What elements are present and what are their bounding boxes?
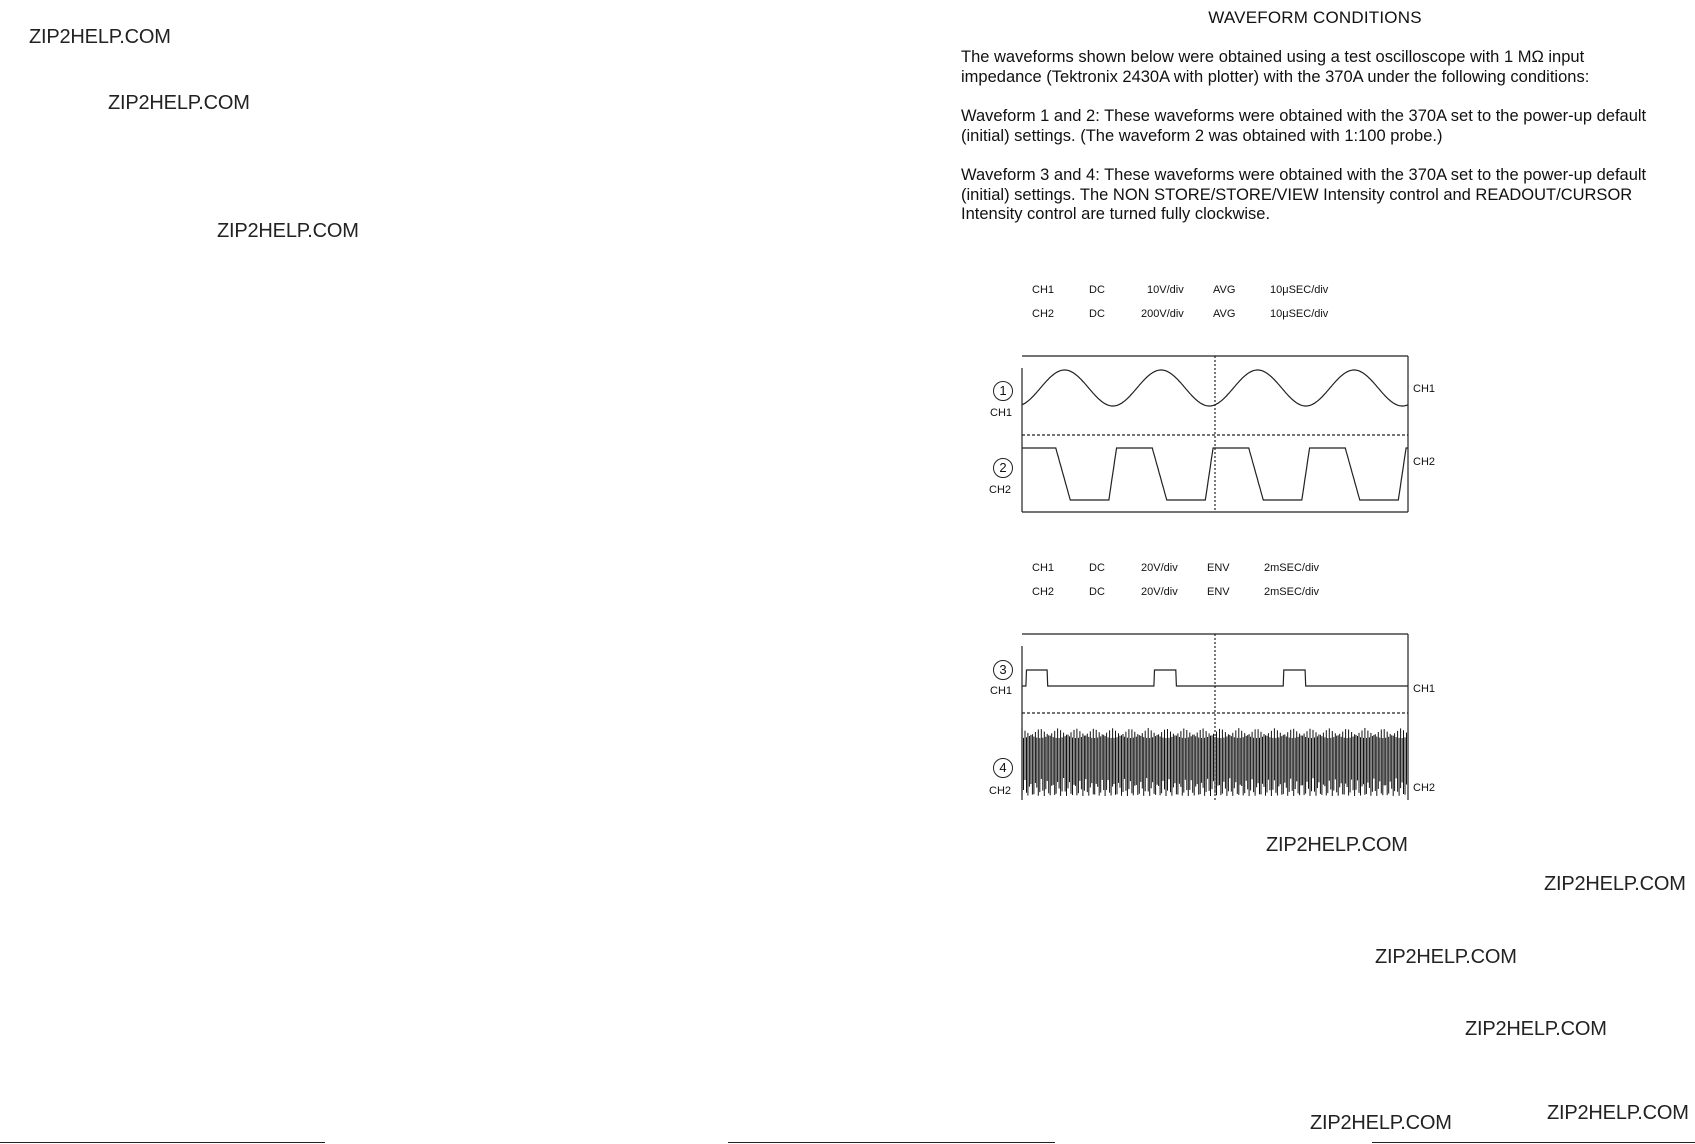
watermark: ZIP2HELP.COM [1310,1112,1452,1134]
settings-cell: 2mSEC/div [1264,562,1320,574]
settings-cell: 20V/div [1141,562,1178,574]
oscilloscope-plot-1 [1020,340,1410,515]
channel-label: CH2 [989,785,1012,797]
settings-cell: DC [1089,284,1105,296]
page-title: WAVEFORM CONDITIONS [1208,8,1422,27]
settings-cell: 10μSEC/div [1270,284,1329,296]
settings-cell: CH1 [1032,284,1055,296]
watermark: ZIP2HELP.COM [1547,1102,1689,1124]
waveform-marker: 1 [993,381,1013,401]
watermark: ZIP2HELP.COM [217,220,359,242]
page-rule [0,1142,325,1143]
page-rule [728,1142,1055,1143]
settings-cell: DC [1089,586,1105,598]
channel-label: CH1 [1413,383,1436,395]
settings-cell: CH2 [1032,586,1055,598]
settings-cell: 200V/div [1141,308,1184,320]
settings-cell: 10V/div [1147,284,1184,296]
waveform-marker: 3 [993,660,1013,680]
watermark: ZIP2HELP.COM [108,92,250,114]
settings-cell: CH2 [1032,308,1055,320]
channel-label: CH2 [989,484,1012,496]
watermark: ZIP2HELP.COM [1375,946,1517,968]
settings-cell: ENV [1207,562,1230,574]
settings-cell: 10μSEC/div [1270,308,1329,320]
settings-cell: CH1 [1032,562,1055,574]
watermark: ZIP2HELP.COM [1544,873,1686,895]
channel-label: CH1 [1413,683,1436,695]
channel-label: CH2 [1413,456,1436,468]
settings-cell: 2mSEC/div [1264,586,1320,598]
waveform-marker: 2 [993,458,1013,478]
intro-paragraph: The waveforms shown below were obtained using a test oscilloscope with 1 MΩ input impedance (Tektronix 2430A with plotter) with the 370A under the following conditions: [961,48,1590,86]
settings-cell: AVG [1213,308,1236,320]
settings-cell: ENV [1207,586,1230,598]
watermark: ZIP2HELP.COM [1266,834,1408,856]
waveform-1-2-paragraph: Waveform 1 and 2: These waveforms were obtained with the 370A set to the power-up default (initial) settings. (The waveform 2 was obtained with 1:100 probe.) [961,107,1647,145]
settings-cell: DC [1089,308,1105,320]
waveform-4 [1022,728,1407,796]
page-rule [1372,1142,1695,1143]
settings-cell: 20V/div [1141,586,1178,598]
waveform-3-4-paragraph: Waveform 3 and 4: These waveforms were obtained with the 370A set to the power-up default (initial) settings. The NON STORE/STORE/VIEW Intensity control and READOUT/CURSOR Intensity control are turned fully clockwise. [961,166,1647,223]
watermark: ZIP2HELP.COM [29,26,171,48]
settings-cell: AVG [1213,284,1236,296]
waveform-marker: 4 [993,758,1013,778]
oscilloscope-plot-2 [1020,628,1410,803]
channel-label: CH1 [990,685,1013,697]
channel-label: CH2 [1413,782,1436,794]
watermark: ZIP2HELP.COM [1465,1018,1607,1040]
settings-cell: DC [1089,562,1105,574]
channel-label: CH1 [990,407,1013,419]
